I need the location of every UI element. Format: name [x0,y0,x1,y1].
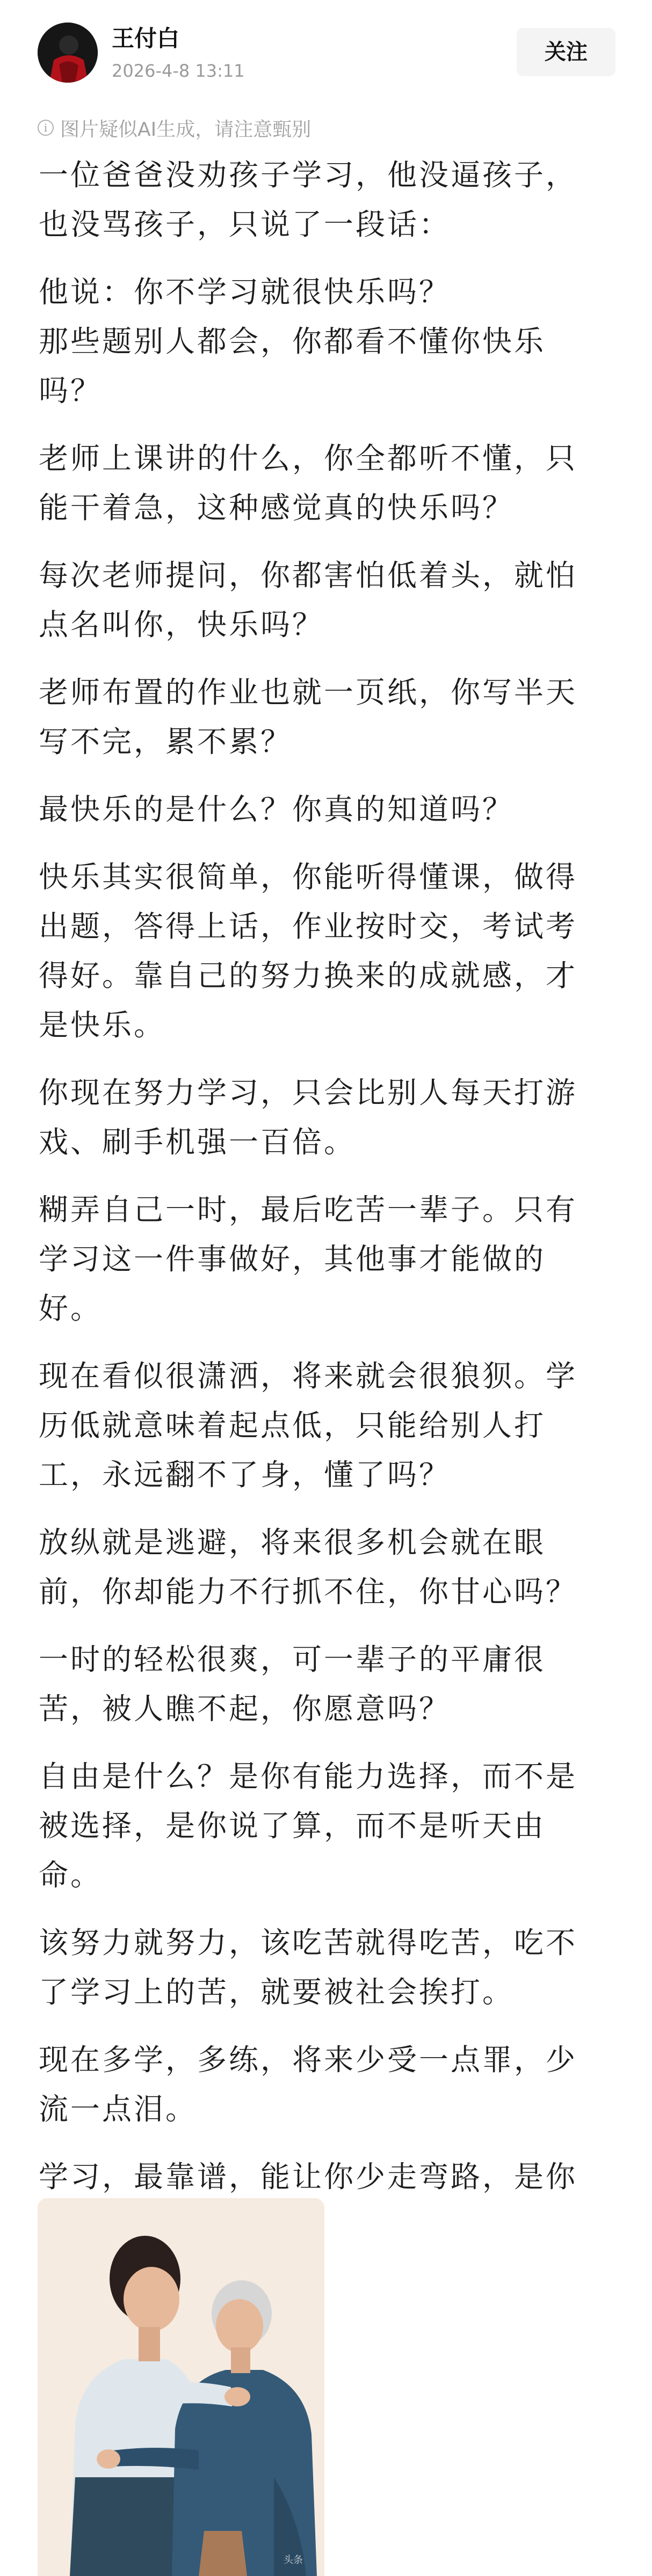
text-line: 出题，答得上话，作业按时交，考试考 [39,909,578,943]
paragraph [39,1918,619,2017]
text-line: 了学习上的苦，就要被社会挨打。 [39,1975,515,2009]
text-line: 吗？ [39,374,103,408]
image-watermark: 头条 [284,2555,303,2566]
text-line: 得好。靠自己的努力换来的成就感，才 [39,958,578,993]
author-avatar[interactable] [38,23,98,83]
paragraph [39,1635,619,1733]
text-line: 最快乐的是什么？你真的知道吗？ [39,792,515,826]
text-line: 学习，最靠谱，能让你少走弯路，是你 [39,2160,578,2194]
text-line: 他说：你不学习就很快乐吗？ [39,275,451,309]
paragraph [39,1068,619,1167]
text-line: 点名叫你，快乐吗？ [39,608,324,642]
text-line: 苦，被人瞧不起，你愿意吗？ [39,1692,451,1726]
text-line: 自由是什么？是你有能力选择，而不是 [39,1759,578,1794]
post-timestamp: 2026-4-8 13:11 [112,61,245,81]
text-line: 是快乐。 [39,1008,166,1042]
text-line: 好。 [39,1291,103,1326]
text-line: 学习这一件事做好，其他事才能做的 [39,1242,546,1276]
text-line: 命。 [39,1858,103,1892]
article-image[interactable] [38,2198,324,2576]
avatar-image [38,23,98,83]
author-name[interactable]: 王付白 [112,25,180,52]
text-line: 被选择，是你说了算，而不是听天由 [39,1809,546,1843]
text-line: 一时的轻松很爽，可一辈子的平庸很 [39,1642,546,1677]
paragraph [39,2035,619,2134]
paragraph [39,1351,619,1499]
text-line: 戏、刷手机强一百倍。 [39,1125,356,1159]
paragraph [39,551,619,649]
post-header [0,0,652,102]
ai-generated-notice [38,112,311,144]
paragraph [39,1752,619,1900]
text-line: 前，你却能力不行抓不住，你甘心吗？ [39,1575,578,1609]
text-line: 能干着急，这种感觉真的快乐吗？ [39,491,515,525]
text-line: 历低就意味着起点低，只能给别人打 [39,1408,546,1443]
paragraph [39,785,619,834]
text-line: 老师上课讲的什么，你全都听不懂，只 [39,441,578,475]
text-line: 那些题别人都会，你都看不懂你快乐 [39,324,546,358]
paragraph [39,267,619,415]
info-icon: i [38,120,54,136]
text-line: 老师布置的作业也就一页纸，你写半天 [39,675,578,709]
text-line: 现在多学，多练，将来少受一点罪，少 [39,2043,578,2077]
paragraph [39,434,619,532]
paragraph [39,668,619,766]
paragraph [39,1518,619,1616]
paragraph [39,852,619,1050]
father-son-illustration [38,2198,324,2576]
paragraph [39,1185,619,1333]
text-line: 一位爸爸没劝孩子学习，他没逼孩子， [39,158,578,192]
text-line: 每次老师提问，你都害怕低着头，就怕 [39,558,578,592]
article-body [39,150,619,2269]
text-line: 快乐其实很简单，你能听得懂课，做得 [39,860,578,894]
text-line: 你现在努力学习，只会比别人每天打游 [39,1075,578,1110]
text-line: 现在看似很潇洒，将来就会很狼狈。学 [39,1359,578,1393]
text-line: 写不完，累不累？ [39,724,293,759]
paragraph [39,150,619,249]
text-line: 也没骂孩子，只说了一段话： [39,207,451,241]
text-line: 该努力就努力，该吃苦就得吃苦，吃不 [39,1926,578,1960]
ai-notice-text: 图片疑似AI生成，请注意甄别 [60,118,311,141]
text-line: 流一点泪。 [39,2092,198,2126]
follow-button[interactable]: 关注 [517,28,615,76]
text-line: 放纵就是逃避，将来很多机会就在眼 [39,1525,546,1560]
text-line: 糊弄自己一时，最后吃苦一辈子。只有 [39,1192,578,1227]
text-line: 工，永远翻不了身，懂了吗？ [39,1458,451,1492]
